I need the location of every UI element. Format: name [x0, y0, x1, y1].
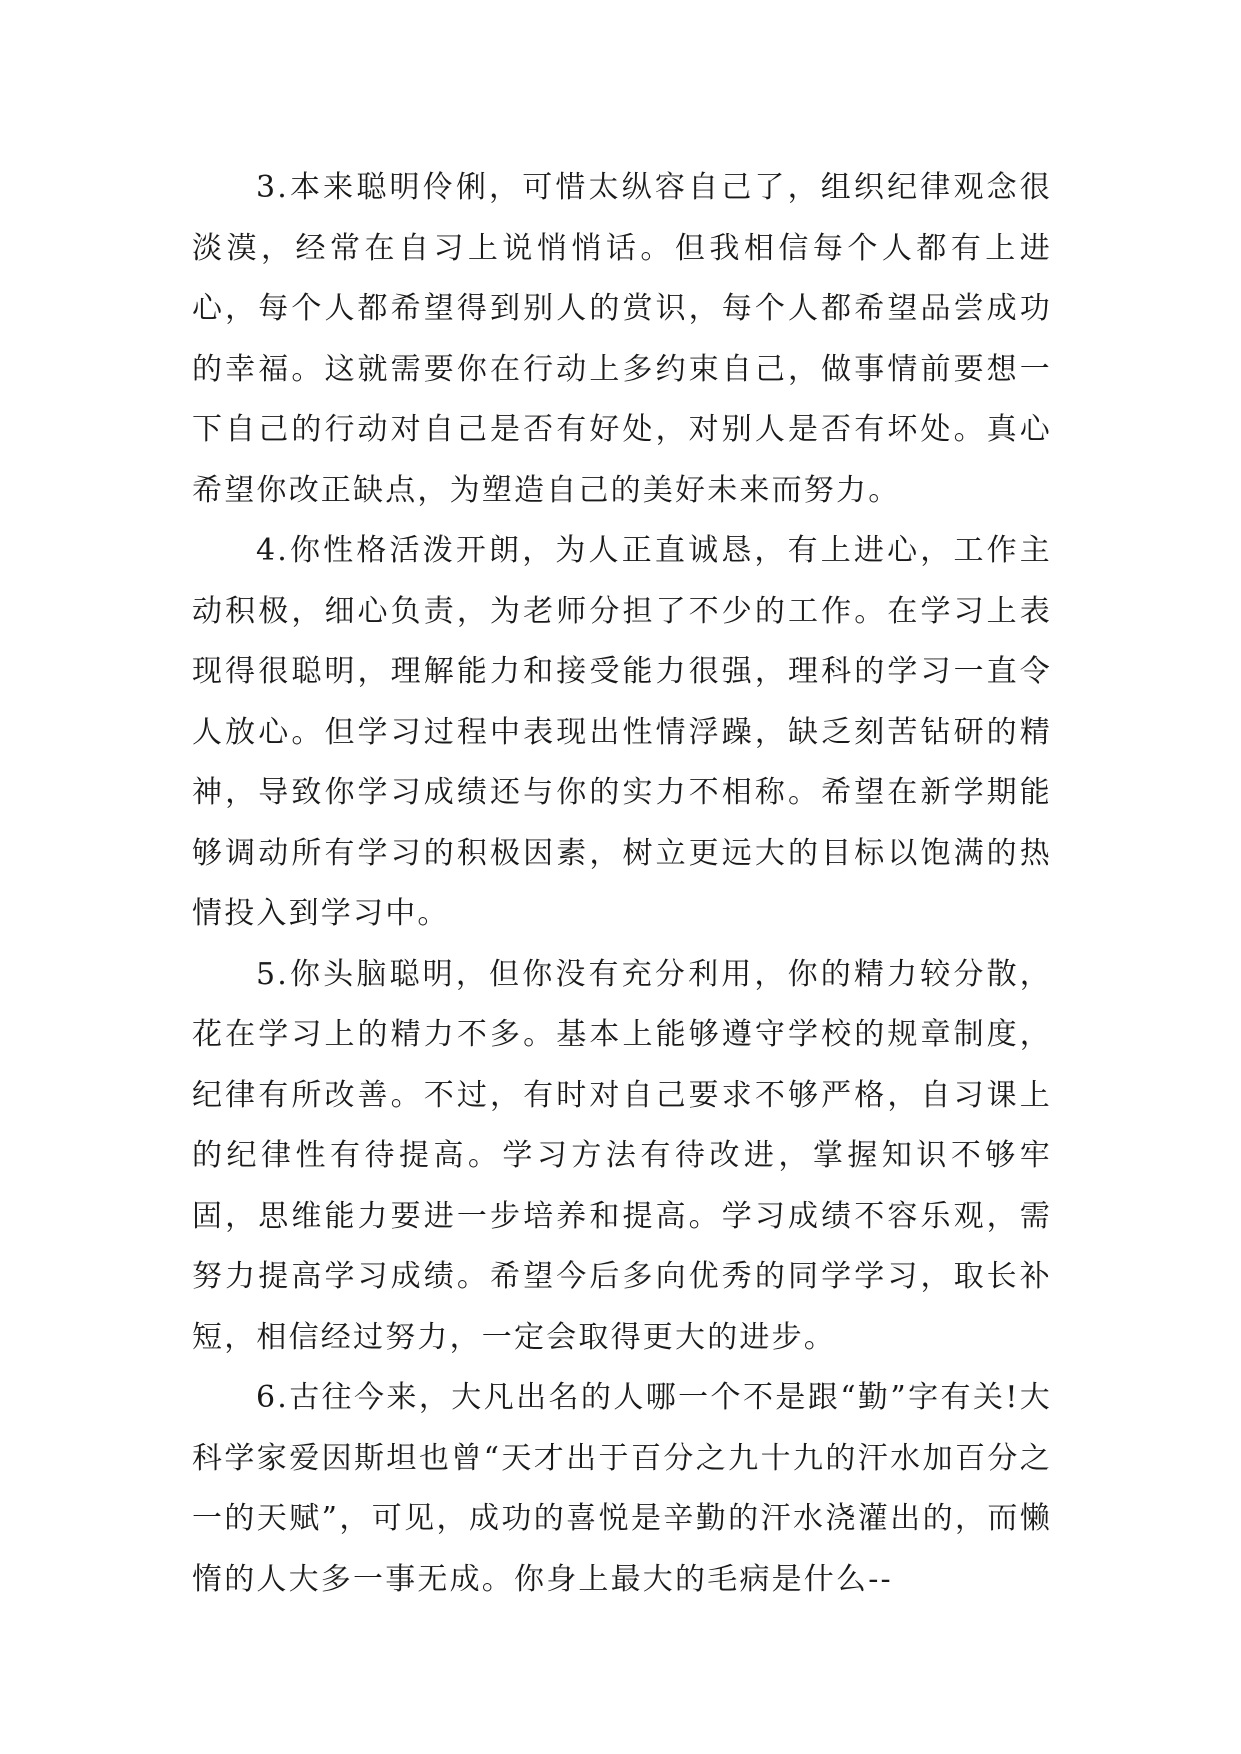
paragraph-3: 3.本来聪明伶俐，可惜太纵容自己了，组织纪律观念很淡漠，经常在自习上说悄悄话。但我相信每个人都有上进心，每个人都希望得到别人的赏识，每个人都希望品尝成功的幸福。这就需要你在行动上多约束自己，做事情前要想一下自己的行动对自己是否有好处，对别人是否有坏处。真心希望你改正缺点，为塑造自己的美好未来而努力。: [192, 170, 1052, 508]
paragraph-6: 6.古往今来，大凡出名的人哪一个不是跟“勤”字有关!大科学家爱因斯坦也曾“天才出于百分之九十九的汗水加百分之一的天赋”，可见，成功的喜悦是辛勤的汗水浇灌出的，而懒惰的人大多一事无成。你身上最大的毛病是什么--: [192, 1380, 1052, 1597]
paragraph-5: 5.你头脑聪明，但你没有充分利用，你的精力较分散，花在学习上的精力不多。基本上能够遵守学校的规章制度，纪律有所改善。不过，有时对自己要求不够严格，自习课上的纪律性有待提高。学习方法有待改进，掌握知识不够牢固，思维能力要进一步培养和提高。学习成绩不容乐观，需努力提高学习成绩。希望今后多向优秀的同学学习，取长补短，相信经过努力，一定会取得更大的进步。: [192, 956, 1052, 1355]
document-body: [192, 158, 1052, 1610]
paragraph-4: 4.你性格活泼开朗，为人正直诚恳，有上进心，工作主动积极，细心负责，为老师分担了不少的工作。在学习上表现得很聪明，理解能力和接受能力很强，理科的学习一直令人放心。但学习过程中表现出性情浮躁，缺乏刻苦钻研的精神，导致你学习成绩还与你的实力不相称。希望在新学期能够调动所有学习的积极因素，树立更远大的目标以饱满的热情投入到学习中。: [192, 533, 1052, 931]
